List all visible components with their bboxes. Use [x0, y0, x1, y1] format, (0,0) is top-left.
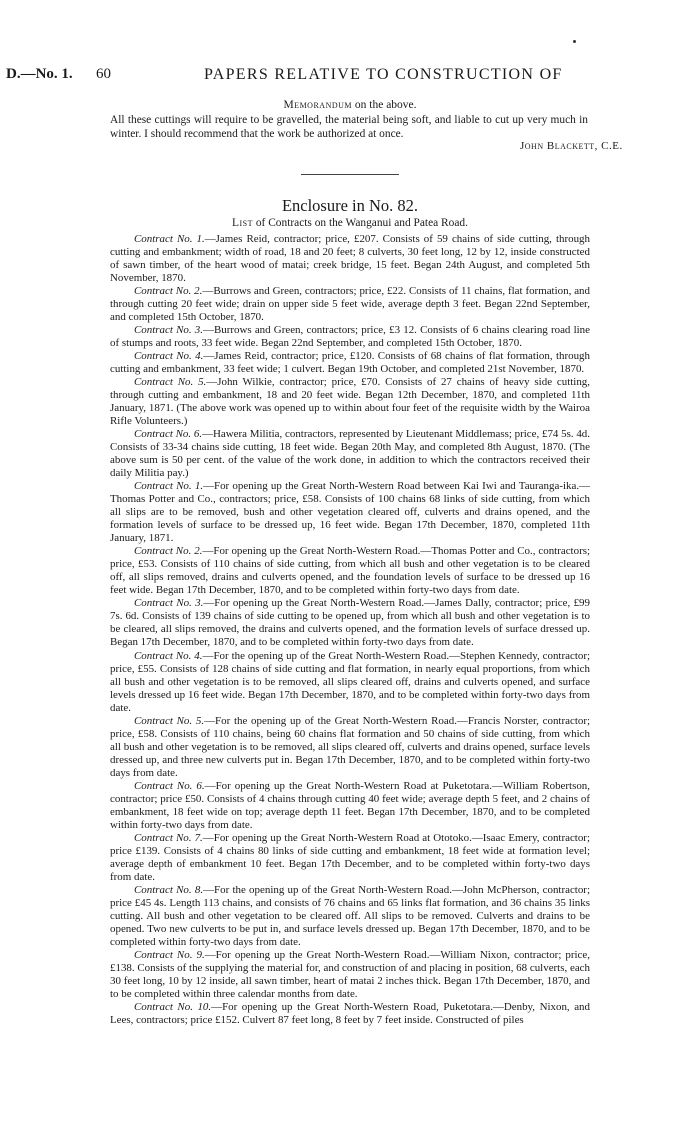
contract-text: —For opening up the Great North-Western Road.—William Nixon, contractor; price, £138. Consists of the supplying the material for, and construction of and placing in position, 68 culverts, each 30 feet long, 10 by 12 inside, all sawn timber, heart of matai 2 inches thick. Began 17th December, 1870, and to be completed within three calendar months from date.	[110, 948, 590, 1000]
memorandum-heading-label: Memorandum	[283, 99, 353, 111]
contract-label: Contract No. 2.	[134, 545, 203, 558]
enclosure-subtitle-label: List	[232, 217, 254, 229]
contract-entry	[110, 324, 590, 350]
contract-entry	[110, 832, 590, 884]
contract-entry	[110, 1001, 590, 1027]
enclosure-subtitle-rest: of Contracts on the Wanganui and Patea Road.	[253, 217, 468, 229]
contract-entry	[110, 715, 590, 780]
section-divider	[301, 174, 399, 175]
contract-label: Contract No. 6.	[134, 428, 203, 441]
contract-label: Contract No. 5.	[134, 376, 207, 389]
contract-label: Contract No. 4.	[134, 350, 204, 363]
contract-entry	[110, 350, 590, 376]
contract-text: —For opening up the Great North-Western Road.—Thomas Potter and Co., contractors; price, £53. Consists of 110 chains of side cutting, from which all bush and other vegetation is to be cleared off, all slips removed, drains and culverts opened, and the foundation levels of surface to be dressed up 16 feet wide. Began 17th December, 1870, and to be completed within forty-two days from date.	[110, 545, 591, 597]
running-title: PAPERS RELATIVE TO CONSTRUCTION OF	[204, 66, 563, 83]
document-id: D.—No. 1.	[6, 66, 73, 82]
memorandum-signature: John Blackett, C.E.	[520, 140, 623, 152]
contract-entry	[110, 650, 590, 715]
contract-label: Contract No. 9.	[134, 948, 205, 961]
contract-label: Contract No. 3.	[134, 597, 204, 610]
contract-text: —For opening up the Great North-Western Road.—James Dally, contractor; price, £99 7s. 6d. Consists of 139 chains of side cutting to be opened up, from which all bush and other vegetation is to be cleared, all slips removed, the drains and culverts opened, and the formation levels of surface dressed up. Began 17th December, 1870, and to be completed within forty-two days from date.	[110, 597, 590, 649]
contract-entry	[110, 285, 590, 324]
contract-text: —John Wilkie, contractor; price, £70. Consists of 27 chains of heavy side cutting, through cutting and embankment, 18 and 20 feet wide. Began 12th December, 1870, and completed 11th January, 1871. (The above work was opened up to within about four feet of the requisite width by the Wairoa Rifle Volunteers.)	[110, 376, 590, 428]
contract-text: —Hawera Militia, contractors, represented by Lieutenant Middlemass; price, £74 5s. 4d. Consists of 33-34 chains side cutting, 18 feet wide. Began 20th May, and completed 8th August, 1870. (The above sum is 50 per cent. of the value of the work done, in addition to which the contractors received their daily Militia pay.)	[110, 428, 590, 480]
contract-label: Contract No. 2.	[134, 285, 203, 298]
contract-entry	[110, 949, 590, 1001]
contract-label: Contract No. 10.	[134, 1000, 212, 1013]
contract-label: Contract No. 1.	[134, 233, 205, 245]
contract-label: Contract No. 1.	[134, 480, 204, 493]
contract-label: Contract No. 8.	[134, 883, 204, 896]
contract-text: —For opening up the Great North-Western Road at Puketotara.—William Robertson, contractor; price £50. Consists of 4 chains through cutting 40 feet wide; average depth 5 feet, and 2 chains of embankment, 18 feet wide on top; average depth 11 feet. Began 17th December, 1870, and to be completed within forty-two days from date.	[110, 779, 591, 831]
contract-label: Contract No. 3.	[134, 324, 203, 337]
memorandum-heading	[0, 99, 700, 111]
contract-text: —For the opening up of the Great North-Western Road.—John McPherson, contractor; price £45 4s. Length 113 chains, and consists of 76 chains and 65 links flat formation, and 36 chains 35 links cutting. All bush and other vegetation to be cleared off. All slips to be removed. Culverts and drains to be opened. Two new culverts to be put in, and surface levels dressed up. Began 17th December, 1870, and to be completed within forty-two days from date.	[110, 883, 590, 948]
contract-entry	[110, 545, 590, 597]
contract-entry	[110, 884, 590, 949]
contract-entry	[110, 376, 590, 428]
contracts-list	[110, 233, 590, 1027]
contract-text: —For the opening up of the Great North-Western Road.—Francis Norster, contractor; price, £58. Consists of 110 chains, being 60 chains flat formation and 50 chains of side cutting, from which all bush and other vegetation is to be removed, all slips cleared off, culverts and drains opened, surface levels dressed up, and three new culverts put in. Began 17th December, 1870, and to be completed within forty-two days from date.	[110, 714, 591, 779]
contract-text: —For opening up the Great North-Western Road, Puketotara.—Denby, Nixon, and Lees, contractors; price £152. Culvert 87 feet long, 8 feet by 7 feet inside. Constructed of piles	[110, 1000, 590, 1026]
page-number: 60	[96, 66, 111, 82]
contract-entry	[110, 233, 590, 285]
contract-text: —For opening up the Great North-Western Road at Ototoko.—Isaac Emery, contractor; price £139. Consists of 4 chains 80 links of side cutting and embankment, 18 feet wide at formation level; average depth of embankment 10 feet. Began 17th December, and to be completed within forty-two days from date.	[110, 831, 590, 883]
contract-text: —Burrows and Green, contractors; price, £22. Consists of 11 chains, flat formation, and through cutting 20 feet wide; drain on upper side 5 feet wide, average depth 3 feet. Began 22nd September, and completed 15th October, 1870.	[110, 285, 590, 324]
page-header	[0, 66, 700, 90]
contract-text: —James Reid, contractor; price, £207. Consists of 59 chains of side cutting, through cutting and embankment; width of road, 18 and 20 feet; 8 culverts, 30 feet long, 12 by 12, inside constructed of sawn timber, of the heart wood of matai; creek bridge, 15 feet. Began 24th August, and completed 5th November, 1870.	[110, 233, 590, 285]
contract-label: Contract No. 5.	[134, 714, 205, 727]
contract-label: Contract No. 7.	[134, 831, 203, 844]
contract-text: —Burrows and Green, contractors; price, £3 12. Consists of 6 chains clearing road line of stumps and roots, 33 feet wide. Began 22nd September, and completed 15th October, 1870.	[110, 324, 590, 350]
enclosure-subtitle	[0, 217, 700, 229]
contract-text: —For opening up the Great North-Western Road between Kai Iwi and Tauranga-ika.—Thomas Potter and Co., contractors; price, £58. Consists of 100 chains 68 links of side cutting, from which all slips are to be removed, bush and other vegetation cleared off, culverts and drains opened, and the formation levels of surface to be dressed up, 16 feet wide. Began 17th December, 1870, completed 11th January, 1871.	[110, 480, 590, 545]
contract-entry	[110, 428, 590, 480]
contract-text: —James Reid, contractor; price, £120. Consists of 68 chains of flat formation, through cutting and embankment, 33 feet wide; 1 culvert. Began 19th October, and completed 21st November, 1870.	[110, 350, 590, 376]
contract-entry	[110, 780, 590, 832]
contract-entry	[110, 480, 590, 545]
enclosure-title: Enclosure in No. 82.	[281, 196, 419, 215]
contract-text: —For the opening up of the Great North-Western Road.—Stephen Kennedy, contractor; price, £55. Consists of 128 chains of side cutting and flat formation, in nearly equal proportions, from which all bush and other vegetation is to be removed, all slips cleared off, drains and culverts opened, and surface levels dressed up 16 feet wide. Began 17th December, 1870, and to be completed within forty-two days from date.	[110, 649, 591, 714]
contract-entry	[110, 597, 590, 649]
page-mark	[573, 40, 576, 43]
contract-label: Contract No. 4.	[134, 649, 203, 662]
memorandum-heading-rest: on the above.	[352, 99, 417, 111]
memorandum-body: All these cuttings will require to be gravelled, the material being soft, and liable to cut up very much in winter. I should recommend that the work be authorized at once.	[110, 114, 588, 140]
contract-label: Contract No. 6.	[134, 779, 205, 792]
